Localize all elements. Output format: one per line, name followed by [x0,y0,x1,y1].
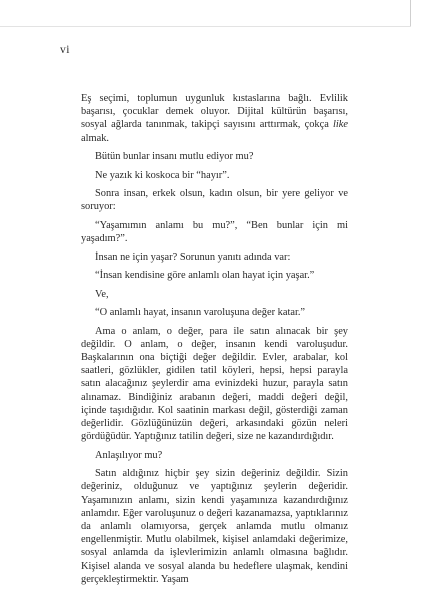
paragraph-text-after: almak. [81,132,109,144]
paragraph: Ne yazık ki koskoca bir “hayır”. [95,169,230,181]
paragraph-emphasis: like [333,119,348,131]
paragraph-text: Eş seçimi, toplumun uygunluk kıstaslarına bağlı. Evlilik başarısı, çocuklar demek oluyor. Dijital kültürün başarısı, sosyal ağlarda tanınmak, takipçi sayısını arttırmak, çokça [81,93,348,131]
paragraph: İnsan ne için yaşar? Sorunun yanıtı adında var: [95,251,291,263]
paragraph: Bütün bunlar insanı mutlu ediyor mu? [95,151,254,163]
paragraph: “O anlamlı hayat, insanın varoluşuna değer katar.” [95,307,306,319]
paragraph: Ama o anlam, o değer, para ile satın alınacak bir şey değildir. O anlam, o değer, insanın kendi varoluşudur. Başkalarının ona biçtiği değer değildir. Evler, arabalar, kol saatleri, gözlükler, gidilen tatil köyleri, hepsi, hepsi parayla satın alacağınız şeylerdir ama evinizdeki huzur, parayla satın alınamaz. Bindiğiniz arabanın değeri, maddi değeri değil, içinde taşıdığıdır. Kol saatinin markası değil, gösterdiği zaman değerlidir. Gözlüğünüzün değeri, arkasındaki gözün neleri gördüğüdür. Yaptığınız tatilin değeri, size ne kazandırdığıdır. [81,325,348,443]
page-frame-line-horizontal [0,26,411,27]
paragraph: Sonra insan, erkek olsun, kadın olsun, bir yere geliyor ve soruyor: [81,188,348,213]
page-number: vi [60,44,70,56]
page-frame-line-vertical [410,0,411,26]
paragraph: “Yaşamımın anlamı bu mu?”, “Ben bunlar için mi yaşadım?”. [81,219,348,245]
paragraph: Anlaşılıyor mu? [95,449,163,461]
paragraph: “İnsan kendisine göre anlamlı olan hayat için yaşar.” [95,270,315,282]
paragraph [81,92,348,145]
paragraph: Ve, [95,288,109,300]
paragraph: Satın aldığınız hiçbir şey sizin değeriniz değildir. Sizin değeriniz, olduğunuz ve yaptığınız şeylerin değeridir. Yaşamınızın anlamı, sizin kendi yaşamınıza kazandırdığınız anlamdır. Eğer varoluşunuz o değeri kazanamazsa, yaptıklarınız da anlamlı olamıyorsa, gerçek anlamda mutlu olmanız engellenmiştir. Mutlu olabilmek, kişisel anlamdaki değerimize, sosyal anlamda da işlevlerimizin anlamlı olmasına bağlıdır. Kişisel alanda ve sosyal alanda bu hedeflere ulaşmak, kendini gerçekleştirmektir. Yaşam [81,468,348,585]
text-column [81,92,348,586]
